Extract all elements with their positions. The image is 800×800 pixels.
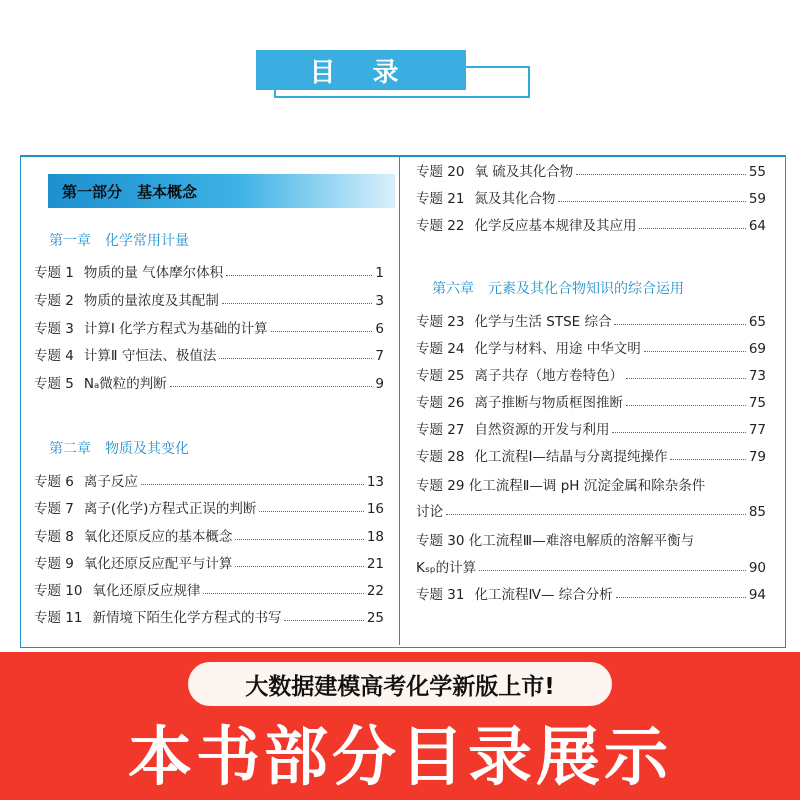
toc-title: Nₐ微粒的判断 [83,376,167,392]
toc-row[interactable] [34,606,384,626]
toc-page: 73 [748,368,766,384]
leader-dots [576,174,746,175]
toc-row[interactable] [416,556,766,576]
leader-dots [626,378,746,379]
toc-number: 专题 24 [416,341,465,357]
toc-title: 化学反应基本规律及其应用 [474,218,637,234]
toc-page: 1 [375,265,384,281]
leader-dots [644,351,746,352]
leader-dots [235,539,363,540]
toc-row[interactable] [34,552,384,572]
toc-title-line2: Kₛₚ的计算 [416,560,477,576]
toc-title: 化工流程Ⅰ—结晶与分离提纯操作 [474,449,668,465]
toc-number: 专题 3 [34,321,74,337]
toc-row[interactable] [416,364,766,384]
toc-row[interactable] [34,261,384,281]
leader-dots [222,303,373,304]
toc-row[interactable] [416,160,766,180]
toc-row[interactable] [416,187,766,207]
toc-page: 7 [375,348,384,364]
leader-dots [141,484,364,485]
toc-number: 专题 25 [416,368,465,384]
leader-dots [558,201,745,202]
toc-title: 离子反应 [83,474,138,490]
promo-headline: 本书部分目录展示 [128,721,672,795]
toc-title: 新情境下陌生化学方程式的书写 [92,610,282,626]
toc-title: 离子推断与物质框图推断 [474,395,623,411]
toc-title: 化学与生活 STSE 综合 [474,314,612,330]
leader-dots [446,514,746,515]
toc-page: 69 [748,341,766,357]
toc-page: 16 [366,501,384,517]
toc-page: 94 [748,587,766,603]
toc-row[interactable] [416,391,766,411]
toc-row[interactable] [34,289,384,309]
toc-page: 18 [366,529,384,545]
leader-dots [219,358,372,359]
toc-title-line2: 讨论 [416,504,443,520]
toc-number: 专题 28 [416,449,465,465]
chapter-heading: 第二章 物质及其变化 [49,441,189,457]
toc-title-line1[interactable]: 专题 29 化工流程Ⅱ—调 pH 沉淀金属和除杂条件 [416,478,706,494]
section-title: 第一部分 基本概念 [62,182,198,201]
toc-page: 90 [748,560,766,576]
toc-page: 21 [366,556,384,572]
toc-page: 75 [748,395,766,411]
toc-title-line1[interactable]: 专题 30 化工流程Ⅲ—难溶电解质的溶解平衡与 [416,533,695,549]
toc-number: 专题 10 [34,583,83,599]
toc-row[interactable] [34,470,384,490]
toc-row[interactable] [416,310,766,330]
toc-number: 专题 4 [34,348,74,364]
toc-title: 化学与材料、用途 中华文明 [474,341,641,357]
leader-dots [479,570,746,571]
toc-page: 79 [748,449,766,465]
leader-dots [203,593,363,594]
chapter-heading: 第一章 化学常用计量 [49,233,189,249]
toc-page: 59 [748,191,766,207]
toc-title: 计算Ⅱ 守恒法、极值法 [83,348,217,364]
toc-title: 氧化还原反应的基本概念 [83,529,233,545]
toc-title: 物质的量 气体摩尔体积 [83,265,224,281]
toc-title: 物质的量浓度及其配制 [83,293,219,309]
toc-number: 专题 6 [34,474,74,490]
chapter-heading: 第六章 元素及其化合物知识的综合运用 [432,281,684,297]
toc-number: 专题 22 [416,218,465,234]
toc-row[interactable] [416,583,766,603]
toc-row[interactable] [416,500,766,520]
leader-dots [612,432,745,433]
toc-row[interactable] [416,445,766,465]
toc-title: 离子(化学)方程式正误的判断 [83,501,257,517]
toc-number: 专题 9 [34,556,74,572]
leader-dots [614,324,745,325]
toc-title: 自然资源的开发与利用 [474,422,610,438]
toc-number: 专题 7 [34,501,74,517]
toc-page: 64 [748,218,766,234]
toc-page: 25 [366,610,384,626]
leader-dots [284,620,363,621]
column-divider [399,155,400,645]
toc-row[interactable] [34,344,384,364]
toc-page: 65 [748,314,766,330]
toc-title: 氧化还原反应规律 [92,583,201,599]
toc-row[interactable] [416,214,766,234]
toc-number: 专题 20 [416,164,465,180]
toc-number: 专题 21 [416,191,465,207]
toc-number: 专题 2 [34,293,74,309]
toc-row[interactable] [416,337,766,357]
toc-page: 9 [375,376,384,392]
section-header [48,174,395,208]
toc-page: 3 [375,293,384,309]
leader-dots [271,331,373,332]
toc-row[interactable] [34,525,384,545]
promo-subtitle: 大数据建模高考化学新版上市! [188,662,612,706]
toc-page: 77 [748,422,766,438]
leader-dots [226,275,372,276]
toc-page: 85 [748,504,766,520]
leader-dots [670,459,745,460]
toc-number: 专题 8 [34,529,74,545]
toc-number: 专题 5 [34,376,74,392]
toc-title: 氧 硫及其化合物 [474,164,574,180]
toc-title: 离子共存（地方卷特色） [474,368,623,384]
toc-number: 专题 1 [34,265,74,281]
leader-dots [235,566,363,567]
toc-number: 专题 27 [416,422,465,438]
toc-title: 化工流程Ⅳ— 综合分析 [474,587,613,603]
leader-dots [639,228,745,229]
toc-number: 专题 11 [34,610,83,626]
toc-page: 6 [375,321,384,337]
toc-row[interactable] [34,579,384,599]
toc-page: 22 [366,583,384,599]
leader-dots [626,405,746,406]
leader-dots [259,511,363,512]
leader-dots [170,386,373,387]
toc-row[interactable] [34,317,384,337]
toc-number: 专题 23 [416,314,465,330]
toc-row[interactable] [34,372,384,392]
toc-page: 13 [366,474,384,490]
toc-number: 专题 31 [416,587,465,603]
toc-title: 计算Ⅰ 化学方程式为基础的计算 [83,321,268,337]
leader-dots [616,597,746,598]
toc-title: 氧化还原反应配平与计算 [83,556,233,572]
toc-row[interactable] [34,497,384,517]
toc-number: 专题 26 [416,395,465,411]
page-title: 目 录 [256,50,466,90]
toc-title: 氮及其化合物 [474,191,556,207]
toc-page: 55 [748,164,766,180]
toc-row[interactable] [416,418,766,438]
